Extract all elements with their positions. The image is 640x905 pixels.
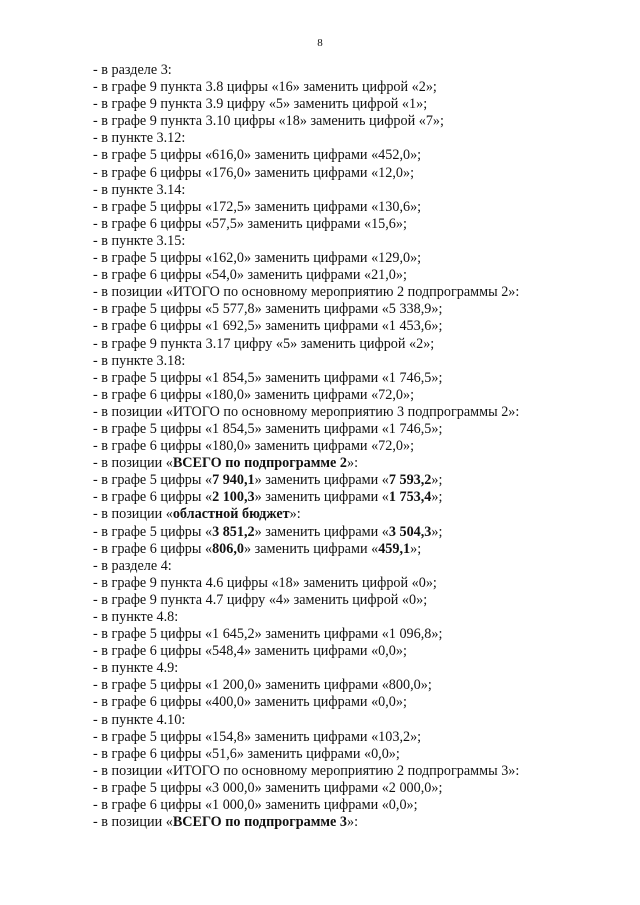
text-segment: - в графе 9 пункта 3.8 цифры «16» заменить цифрой «2»;: [93, 79, 437, 96]
text-segment: - в графе 5 цифры «1 854,5» заменить цифрами «1 746,5»;: [93, 420, 443, 437]
text-line: [93, 165, 613, 182]
text-segment: - в графе 6 цифры «548,4» заменить цифрами «0,0»;: [93, 643, 407, 660]
bold-text-segment: 2 100,3: [212, 489, 255, 506]
text-line: [93, 677, 613, 694]
text-line: [93, 712, 613, 729]
text-line: [93, 353, 613, 370]
text-segment: - в графе 5 цифры «: [93, 523, 213, 540]
text-line: [93, 336, 613, 353]
text-segment: - в пункте 4.10:: [93, 711, 186, 728]
text-line: [93, 506, 613, 523]
text-segment: - в графе 5 цифры «1 854,5» заменить цифрами «1 746,5»;: [93, 369, 443, 386]
text-segment: - в позиции «ИТОГО по основному мероприятию 2 подпрограммы 3»:: [93, 762, 520, 779]
text-line: [93, 130, 613, 147]
text-line: [93, 797, 613, 814]
text-line: [93, 489, 613, 506]
text-line: [93, 746, 613, 763]
page-number: 8: [317, 37, 323, 49]
text-segment: - в графе 9 пункта 3.9 цифру «5» заменить цифрой «1»;: [93, 96, 428, 113]
text-segment: - в графе 5 цифры «3 000,0» заменить цифрами «2 000,0»;: [93, 779, 443, 796]
text-segment: - в графе 6 цифры «1 692,5» заменить цифрами «1 453,6»;: [93, 318, 443, 335]
text-line: [93, 575, 613, 592]
bold-text-segment: ВСЕГО по подпрограмме 2: [172, 455, 347, 472]
text-line: [93, 284, 613, 301]
text-segment: »;: [431, 489, 443, 506]
text-segment: - в графе 9 пункта 4.6 цифры «18» заменить цифрой «0»;: [93, 574, 437, 591]
document-body: [93, 62, 613, 831]
bold-text-segment: 7 940,1: [212, 472, 255, 489]
text-line: [93, 147, 613, 164]
text-line: [93, 524, 613, 541]
text-line: [93, 199, 613, 216]
text-segment: » заменить цифрами «: [243, 540, 379, 557]
text-segment: - в графе 6 цифры «180,0» заменить цифрами «72,0»;: [93, 386, 415, 403]
text-line: [93, 763, 613, 780]
bold-text-segment: 459,1: [378, 540, 411, 557]
text-segment: - в позиции «: [93, 506, 173, 523]
text-segment: » заменить цифрами «: [254, 523, 389, 540]
text-line: [93, 387, 613, 404]
text-line: [93, 216, 613, 233]
text-segment: »:: [346, 455, 359, 472]
bold-text-segment: 7 593,2: [388, 472, 432, 489]
text-line: [93, 438, 613, 455]
text-line: [93, 96, 613, 113]
text-line: [93, 660, 613, 677]
text-segment: - в графе 5 цифры «1 200,0» заменить цифрами «800,0»;: [93, 677, 432, 694]
text-line: [93, 472, 613, 489]
text-segment: - в графе 5 цифры «1 645,2» заменить цифрами «1 096,8»;: [93, 626, 443, 643]
text-segment: - в графе 6 цифры «51,6» заменить цифрами «0,0»;: [93, 745, 400, 762]
bold-text-segment: 3 851,2: [212, 523, 255, 540]
text-line: [93, 558, 613, 575]
text-segment: - в графе 6 цифры «: [93, 540, 213, 557]
text-segment: - в разделе 3:: [93, 62, 172, 78]
text-segment: - в графе 6 цифры «57,5» заменить цифрами «15,6»;: [93, 215, 407, 232]
text-line: [93, 318, 613, 335]
text-line: [93, 62, 613, 79]
text-segment: - в графе 5 цифры «616,0» заменить цифрами «452,0»;: [93, 147, 422, 164]
text-segment: - в позиции «ИТОГО по основному мероприятию 2 подпрограммы 2»:: [93, 284, 520, 301]
text-segment: »:: [346, 814, 359, 831]
text-line: [93, 729, 613, 746]
bold-text-segment: ВСЕГО по подпрограмме 3: [172, 814, 347, 831]
text-segment: - в графе 9 пункта 3.10 цифры «18» заменить цифрой «7»;: [93, 113, 444, 130]
text-line: [93, 421, 613, 438]
bold-text-segment: 806,0: [212, 540, 244, 557]
text-line: [93, 626, 613, 643]
bold-text-segment: 1 753,4: [388, 489, 432, 506]
text-line: [93, 301, 613, 318]
text-segment: - в графе 5 цифры «: [93, 472, 213, 489]
text-segment: - в графе 9 пункта 3.17 цифру «5» заменить цифрой «2»;: [93, 335, 435, 352]
text-line: [93, 250, 613, 267]
text-line: [93, 643, 613, 660]
bold-text-segment: областной бюджет: [172, 506, 290, 523]
text-segment: - в графе 9 пункта 4.7 цифру «4» заменить цифрой «0»;: [93, 591, 428, 608]
text-line: [93, 694, 613, 711]
text-line: [93, 814, 613, 831]
text-line: [93, 233, 613, 250]
text-segment: - в графе 5 цифры «154,8» заменить цифрами «103,2»;: [93, 728, 422, 745]
text-segment: »;: [431, 472, 443, 489]
text-segment: - в графе 6 цифры «180,0» заменить цифрами «72,0»;: [93, 438, 415, 455]
text-segment: - в пункте 3.15:: [93, 232, 186, 249]
text-segment: »;: [431, 523, 443, 540]
bold-text-segment: 3 504,3: [388, 523, 432, 540]
text-line: [93, 404, 613, 421]
text-segment: - в графе 6 цифры «400,0» заменить цифрами «0,0»;: [93, 694, 407, 711]
text-line: [93, 182, 613, 199]
text-line: [93, 541, 613, 558]
text-segment: »;: [410, 540, 422, 557]
text-segment: - в графе 6 цифры «: [93, 489, 213, 506]
text-segment: - в позиции «: [93, 814, 173, 831]
text-segment: - в графе 5 цифры «5 577,8» заменить цифрами «5 338,9»;: [93, 301, 443, 318]
text-segment: - в позиции «: [93, 455, 173, 472]
text-segment: - в пункте 3.18:: [93, 352, 186, 369]
text-line: [93, 267, 613, 284]
text-segment: - в пункте 4.9:: [93, 660, 179, 677]
text-line: [93, 609, 613, 626]
text-segment: - в разделе 4:: [93, 557, 172, 574]
text-line: [93, 79, 613, 96]
text-line: [93, 370, 613, 387]
text-segment: - в пункте 3.14:: [93, 181, 186, 198]
text-segment: » заменить цифрами «: [254, 489, 389, 506]
text-segment: »:: [289, 506, 301, 523]
text-segment: - в графе 6 цифры «176,0» заменить цифрами «12,0»;: [93, 164, 415, 181]
text-line: [93, 455, 613, 472]
text-segment: - в позиции «ИТОГО по основному мероприятию 3 подпрограммы 2»:: [93, 403, 520, 420]
text-line: [93, 780, 613, 797]
text-line: [93, 113, 613, 130]
text-segment: - в графе 6 цифры «1 000,0» заменить цифрами «0,0»;: [93, 797, 418, 814]
text-line: [93, 592, 613, 609]
text-segment: - в пункте 3.12:: [93, 130, 186, 147]
text-segment: - в графе 5 цифры «172,5» заменить цифрами «130,6»;: [93, 198, 422, 215]
text-segment: - в пункте 4.8:: [93, 609, 179, 625]
text-segment: - в графе 6 цифры «54,0» заменить цифрами «21,0»;: [93, 267, 407, 284]
text-segment: » заменить цифрами «: [254, 472, 389, 489]
text-segment: - в графе 5 цифры «162,0» заменить цифрами «129,0»;: [93, 250, 422, 267]
